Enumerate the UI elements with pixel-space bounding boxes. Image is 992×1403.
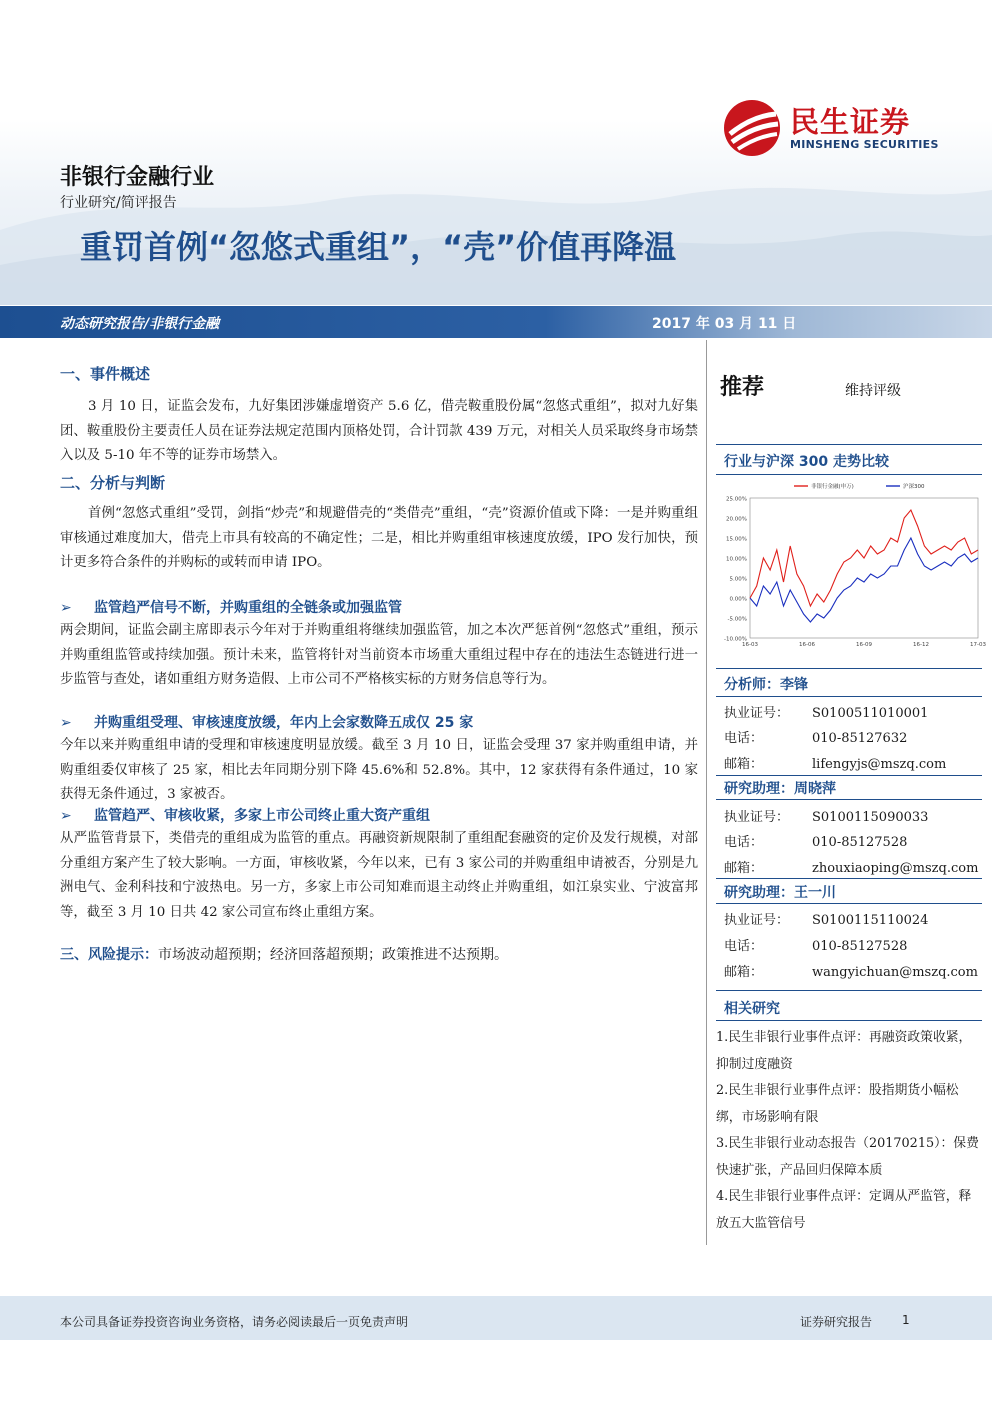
- contact-row: [724, 857, 978, 876]
- related-research-title: 相关研究: [724, 1001, 780, 1017]
- plot-frame: [750, 498, 978, 638]
- divider: [716, 990, 982, 991]
- y-tick-label: 25.00%: [726, 496, 747, 503]
- section-1-paragraph: 3 月 10 日，证监会发布，九好集团涉嫌虚增资产 5.6 亿，借壳鞍重股份属“忽悠式重组”，拟对九好集团、鞍重股份主要责任人员在证券法规定范围内顶格处罚，合计罚款 439 万元，对相关人员采取终身市场禁入以及 5-10 年不等的证券市场禁入。: [60, 399, 698, 464]
- contact-value: lifengyjs@mszq.com: [812, 757, 947, 772]
- risk-warning: [60, 944, 508, 964]
- contact-key: 执业证号：: [724, 913, 790, 928]
- contact-row: [724, 961, 978, 980]
- contact-value: wangyichuan@mszq.com: [812, 965, 978, 980]
- divider: [716, 474, 982, 475]
- x-tick-label: 16-06: [799, 642, 815, 648]
- divider: [716, 799, 982, 800]
- y-tick-label: 15.00%: [726, 536, 747, 543]
- y-tick-label: -5.00%: [727, 616, 747, 623]
- divider: [716, 444, 982, 445]
- y-tick-label: -10.00%: [724, 636, 747, 643]
- related-item-4: 4.民生非银行业事件点评：定调从严监管，释放五大监管信号: [716, 1189, 972, 1231]
- section-2-title: 二、分析与判断: [60, 474, 166, 492]
- contact-key: 执业证号：: [724, 706, 790, 721]
- rating-sub: 维持评级: [845, 383, 901, 399]
- x-tick-label: 16-09: [856, 642, 872, 648]
- assistant-2-title: 研究助理：王一川: [724, 885, 836, 901]
- column-divider: [706, 340, 707, 1245]
- related-item-2: 2.民生非银行业事件点评：股指期货小幅松绑，市场影响有限: [716, 1083, 959, 1125]
- y-tick-label: 20.00%: [726, 516, 747, 523]
- x-tick-label: 16-12: [913, 642, 929, 648]
- brand-name-en: MINSHENG SECURITIES: [790, 138, 939, 151]
- contact-row: [724, 909, 928, 928]
- contact-value: S0100115110024: [812, 913, 929, 928]
- related-item-1: 1.民生非银行业事件点评：再融资政策收紧，抑制过度融资: [716, 1030, 972, 1072]
- contact-row: [724, 702, 928, 721]
- divider: [716, 775, 982, 776]
- bullet-2-title: [60, 712, 700, 732]
- contact-row: [724, 753, 946, 772]
- analyst-title: 分析师：李锋: [724, 677, 808, 693]
- contact-value: 010-85127528: [812, 939, 908, 954]
- risk-label: 三、风险提示：: [60, 947, 158, 963]
- contact-key: 电话：: [724, 939, 764, 954]
- report-category: 动态研究报告/非银行金融: [60, 316, 220, 332]
- contact-value: zhouxiaoping@mszq.com: [812, 861, 979, 876]
- contact-key: 电话：: [724, 835, 764, 850]
- report-title: 重罚首例“忽悠式重组”，“壳”价值再降温: [80, 228, 677, 266]
- contact-value: 010-85127632: [812, 731, 908, 746]
- bullet-1-title: [60, 597, 700, 617]
- section-1-title: 一、事件概述: [60, 365, 151, 383]
- divider: [716, 878, 982, 879]
- y-tick-label: 10.00%: [726, 556, 747, 563]
- bullet-2-text: 并购重组受理、审核速度放缓，年内上会家数降五成仅 25 家: [94, 715, 474, 731]
- divider: [716, 1020, 982, 1021]
- legend-label: 非银行金融(申万): [811, 484, 854, 490]
- related-item-3: 3.民生非银行业动态报告（20170215）：保费快速扩张，产品回归保障本质: [716, 1136, 979, 1178]
- brand-name: 民生证券: [790, 105, 911, 139]
- contact-key: 邮箱：: [724, 757, 764, 772]
- contact-key: 电话：: [724, 731, 764, 746]
- bullet-3-text: 监管趋严、审核收紧，多家上市公司终止重大资产重组: [94, 808, 430, 824]
- contact-value: S0100115090033: [812, 810, 929, 825]
- y-tick-label: 0.00%: [729, 596, 747, 603]
- report-date: 2017 年 03 月 11 日: [652, 316, 797, 332]
- bullet-1-text: 监管趋严信号不断，并购重组的全链条或加强监管: [94, 600, 402, 616]
- contact-value: 010-85127528: [812, 835, 908, 850]
- chart-title: 行业与沪深 300 走势比较: [724, 454, 889, 470]
- bullet-1-paragraph: 两会期间，证监会副主席即表示今年对于并购重组将继续加强监管，加之本次严惩首例“忽悠式”重组，预示并购重组监管或持续加强。预计未来，监管将针对当前资本市场重大重组过程中存在的违法生态链进行进一步监管与查处，诸如重组方财务造假、上市公司不严格核实标的方财务信息等行为。: [60, 623, 698, 688]
- divider: [716, 696, 982, 697]
- industry-label: 非银行金融行业: [60, 165, 215, 190]
- x-tick-label: 17-03: [970, 642, 986, 648]
- bullet-3-paragraph: 从严监管背景下，类借壳的重组成为监管的重点。再融资新规限制了重组配套融资的定价及发行规模，对部分重组方案产生了较大影响。一方面，审核收紧，今年以来，已有 3 家公司的并购重组申请被否，分别是九洲电气、金利科技和宁波热电。另一方，多家上市公司知难而退主动终止并购重组，如江泉实业、宁波富邦等，截至 3 月 10 日共 42 家公司宣布终止重组方案。: [60, 831, 698, 920]
- contact-row: [724, 806, 928, 825]
- contact-row: [724, 727, 907, 746]
- footer-label: 证券研究报告: [800, 1315, 873, 1329]
- bullet-2-paragraph: 今年以来并购重组申请的受理和审核速度明显放缓。截至 3 月 10 日，证监会受理 37 家并购重组申请，并购重组委仅审核了 25 家，相比去年同期分别下降 45.6%和 52.8%。其中，12 家获得有条件通过，10 家获得无条件通过，3 家被否。: [60, 738, 698, 803]
- rating: 推荐: [720, 375, 765, 400]
- contact-value: S0100511010001: [812, 706, 929, 721]
- legend-label: 沪深300: [903, 484, 925, 490]
- contact-key: 邮箱：: [724, 965, 764, 980]
- divider: [716, 903, 982, 904]
- section-2-paragraph: 首例“忽悠式重组”受罚，剑指“炒壳”和规避借壳的“类借壳”重组，“壳”资源价值或下降：一是并购重组审核通过难度加大，借壳上市具有较高的不确定性；二是，相比并购重组审核速度放缓，IPO 发行加快，预计更多符合条件的并购标的或转而申请 IPO。: [60, 506, 698, 571]
- bullet-3-title: [60, 805, 700, 825]
- contact-key: 邮箱：: [724, 861, 764, 876]
- trend-chart: [716, 480, 986, 660]
- x-tick-label: 16-03: [742, 642, 758, 648]
- arrow-bullet-icon: ➢: [60, 715, 72, 731]
- arrow-bullet-icon: ➢: [60, 808, 72, 824]
- report-type: 行业研究/简评报告: [60, 195, 177, 211]
- risk-text: 市场波动超预期；经济回落超预期；政策推进不达预期。: [158, 947, 508, 963]
- y-tick-label: 5.00%: [729, 576, 747, 583]
- series-line-1: [750, 510, 978, 606]
- contact-row: [724, 831, 907, 850]
- contact-key: 执业证号：: [724, 810, 790, 825]
- assistant-1-title: 研究助理：周晓萍: [724, 781, 836, 797]
- footer-disclaimer: 本公司具备证券投资咨询业务资格，请务必阅读最后一页免责声明: [60, 1315, 409, 1329]
- page-number: 1: [902, 1313, 910, 1327]
- contact-row: [724, 935, 907, 954]
- divider: [716, 668, 982, 669]
- arrow-bullet-icon: ➢: [60, 600, 72, 616]
